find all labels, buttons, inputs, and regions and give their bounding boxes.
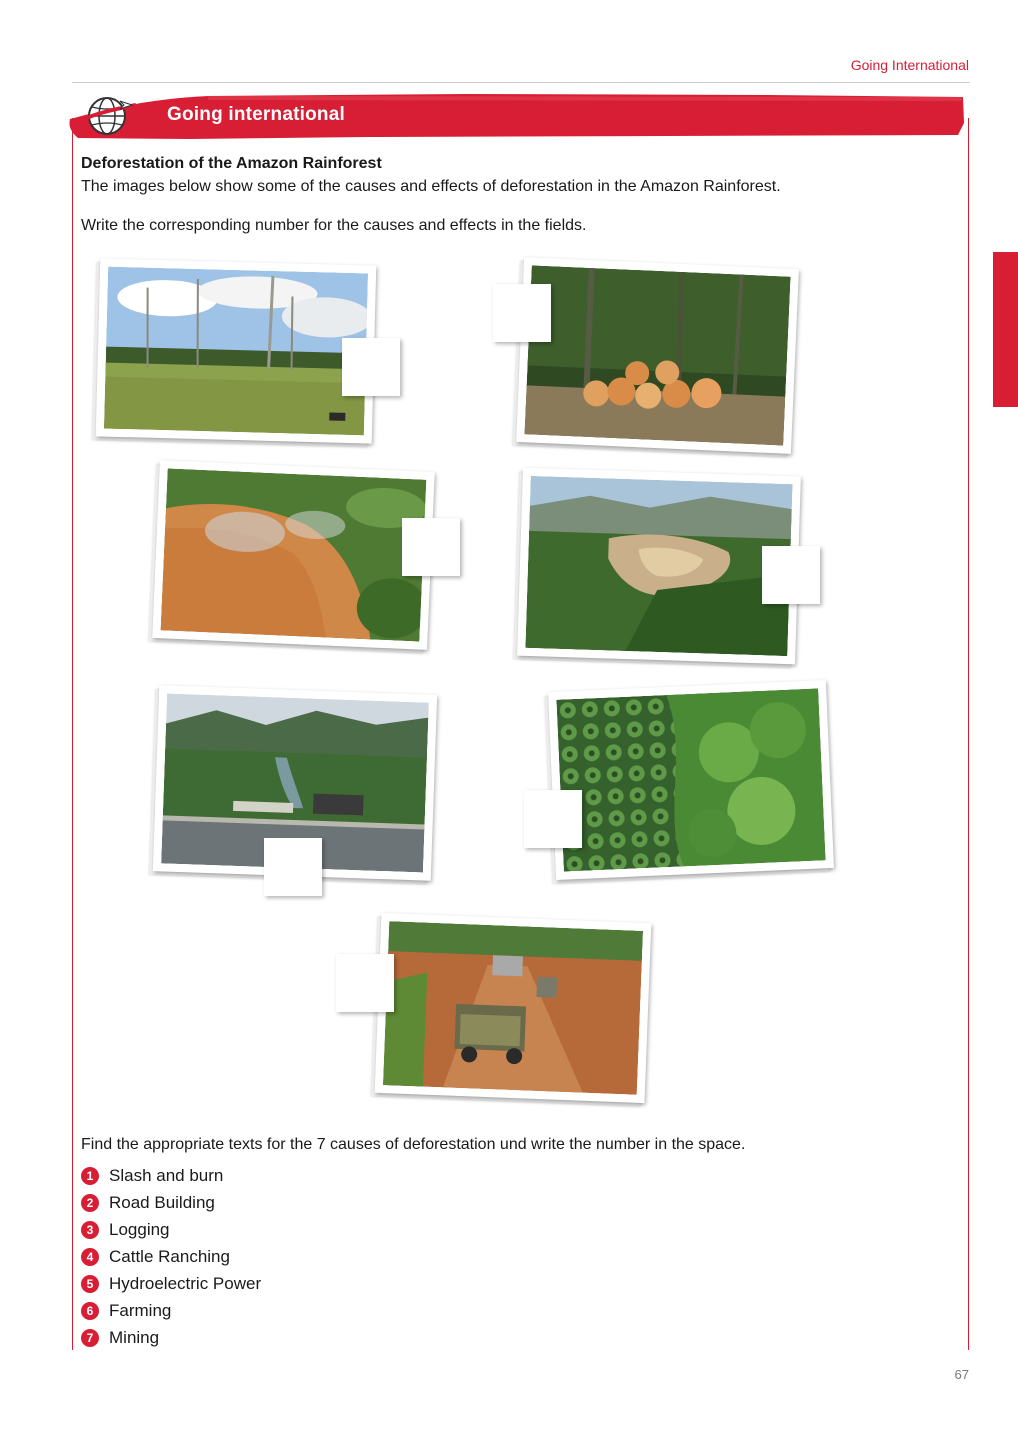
cause-list xyxy=(81,1162,261,1351)
cause-label: Hydroelectric Power xyxy=(109,1273,262,1293)
page-number: 67 xyxy=(954,1367,969,1382)
number-badge: 6 xyxy=(81,1302,99,1320)
number-badge: 1 xyxy=(81,1167,99,1185)
answer-box-1[interactable] xyxy=(342,338,400,396)
answer-box-7[interactable] xyxy=(336,954,394,1012)
running-header: Going International xyxy=(850,57,969,73)
cause-label: Mining xyxy=(109,1327,160,1347)
photo-slash-and-burn xyxy=(152,460,435,650)
number-badge: 4 xyxy=(81,1248,99,1266)
photo-cattle-ranching xyxy=(96,258,377,443)
list-item xyxy=(81,1243,261,1270)
find-text: Find the appropriate texts for the 7 causes of deforestation und write the number in the space. xyxy=(81,1136,746,1153)
answer-box-4[interactable] xyxy=(762,546,820,604)
intro-text: The images below show some of the causes and effects of deforestation in the Amazon Rainforest. xyxy=(81,178,781,195)
number-badge: 5 xyxy=(81,1275,99,1293)
photo-mining xyxy=(517,468,801,665)
list-item xyxy=(81,1189,261,1216)
photo-logging xyxy=(516,257,799,454)
list-item xyxy=(81,1270,261,1297)
list-item xyxy=(81,1324,261,1351)
list-item xyxy=(81,1216,261,1243)
intro-title: Deforestation of the Amazon Rainforest xyxy=(81,155,382,172)
list-item xyxy=(81,1162,261,1189)
cause-label: Cattle Ranching xyxy=(109,1246,230,1266)
number-badge: 2 xyxy=(81,1194,99,1212)
photo-farming xyxy=(548,680,834,880)
number-badge: 7 xyxy=(81,1329,99,1347)
answer-box-3[interactable] xyxy=(402,518,460,576)
list-item xyxy=(81,1297,261,1324)
side-tab xyxy=(993,252,1018,407)
cause-label: Logging xyxy=(109,1219,170,1239)
photo-road-building xyxy=(375,913,652,1103)
cause-label: Road Building xyxy=(109,1192,215,1212)
frame-right-line xyxy=(968,118,969,1350)
globe-airplane-icon xyxy=(76,91,138,141)
section-banner xyxy=(68,93,965,139)
answer-box-2[interactable] xyxy=(493,284,551,342)
answer-box-6[interactable] xyxy=(524,790,582,848)
number-badge: 3 xyxy=(81,1221,99,1239)
instruction-text: Write the corresponding number for the causes and effects in the fields. xyxy=(81,217,587,234)
banner-title: Going international xyxy=(167,104,345,125)
cause-label: Farming xyxy=(109,1300,172,1320)
cause-label: Slash and burn xyxy=(109,1165,224,1185)
frame-left-line xyxy=(72,118,73,1350)
header-rule xyxy=(72,82,970,83)
answer-box-5[interactable] xyxy=(264,838,322,896)
